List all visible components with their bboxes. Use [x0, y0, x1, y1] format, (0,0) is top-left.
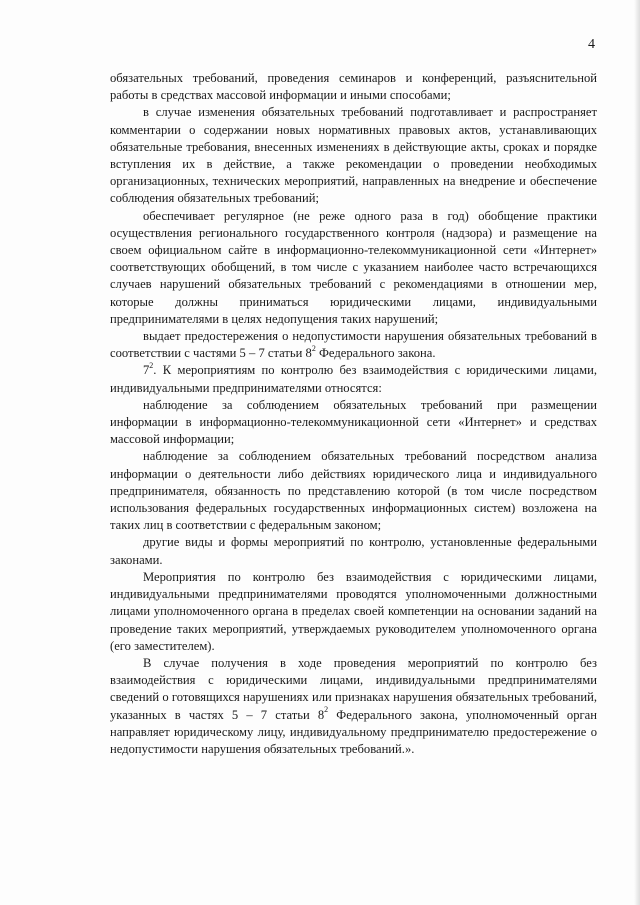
superscript: 2 [324, 705, 329, 715]
text-segment: Федерального закона. [315, 346, 436, 361]
superscript: 2 [149, 361, 154, 371]
text-segment: наблюдение за соблюдением обязательных требований посредством анализа информации о деятельности либо действиях юридического лица и индивидуального предпринимателя, обязанность по представлению которой (в том числе посредством использования федеральных государственных информационных систем) возложена на таких лиц в соответствии с федеральным законом; [110, 449, 597, 533]
paragraph-p9 [110, 655, 597, 758]
document-body [110, 70, 597, 758]
page-edge-shadow [634, 0, 640, 905]
paragraph-p6 [110, 448, 597, 534]
text-segment: обеспечивает регулярное (не реже одного раза в год) обобщение практики осуществления регионального государственного контроля (надзора) и размещение на своем официальном сайте в информационно-телекоммуникационной сети «Интернет» соответствующих обобщений, в том числе с указанием наиболее часто встречающихся случаев нарушений обязательных требований с рекомендациями в отношении мер, которые должны приниматься юридическими лицами, индивидуальными предпринимателями в целях недопущения таких нарушений; [110, 208, 597, 326]
superscript: 2 [311, 344, 316, 354]
text-segment: наблюдение за соблюдением обязательных требований при размещении информации в информационно-телекоммуникационной сети «Интернет» и средствах массовой информации; [110, 397, 597, 447]
text-segment: . К мероприятиям по контролю без взаимодействия с юридическими лицами, индивидуальными предпринимателями относятся: [110, 363, 597, 395]
text-segment: выдает предостережения о недопустимости нарушения обязательных требований в соответствии с частями 5 – 7 статьи 8 [110, 329, 597, 361]
text-segment: другие виды и формы мероприятий по контролю, установленные федеральными законами. [110, 535, 597, 567]
paragraph-p7 [110, 534, 597, 568]
paragraph-p3 [110, 328, 597, 362]
paragraph-p5 [110, 397, 597, 449]
paragraph-p2 [110, 208, 597, 328]
paragraph-p4 [110, 362, 597, 396]
text-segment: В случае получения в ходе проведения мероприятий по контролю без взаимодействия с юридическими лицами, индивидуальными предпринимателями сведений о готовящихся нарушениях или признаках нарушения обязательных требований, указанных в частях 5 – 7 статьи 8 [110, 655, 597, 722]
text-segment: Мероприятия по контролю без взаимодействия с юридическими лицами, индивидуальными предпринимателями проводятся уполномоченными должностными лицами уполномоченного органа в пределах своей компетенции на основании заданий на проведение таких мероприятий, утверждаемых руководителем уполномоченного органа (его заместителем). [110, 569, 597, 653]
page-number: 4 [588, 37, 595, 52]
paragraph-p1 [110, 104, 597, 207]
text-segment: в случае изменения обязательных требований подготавливает и распространяет комментарии о содержании новых нормативных правовых актов, устанавливающих обязательные требования, внесенных изменениях в действующие акты, сроках и порядке вступления их в действие, а также рекомендации о проведении необходимых организационных, технических мероприятий, направленных на внедрение и обеспечение соблюдения обязательных требований; [110, 105, 597, 206]
paragraph-p8 [110, 569, 597, 655]
paragraph-p0 [110, 70, 597, 104]
text-segment: Федерального закона, уполномоченный орган направляет юридическому лицу, индивидуальному предпринимателю предостережение о недопустимости нарушения обязательных требований.». [110, 707, 598, 756]
text-segment: 7 [143, 363, 150, 378]
text-segment: обязательных требований, проведения семинаров и конференций, разъяснительной работы в средствах массовой информации и иными способами; [110, 71, 597, 103]
